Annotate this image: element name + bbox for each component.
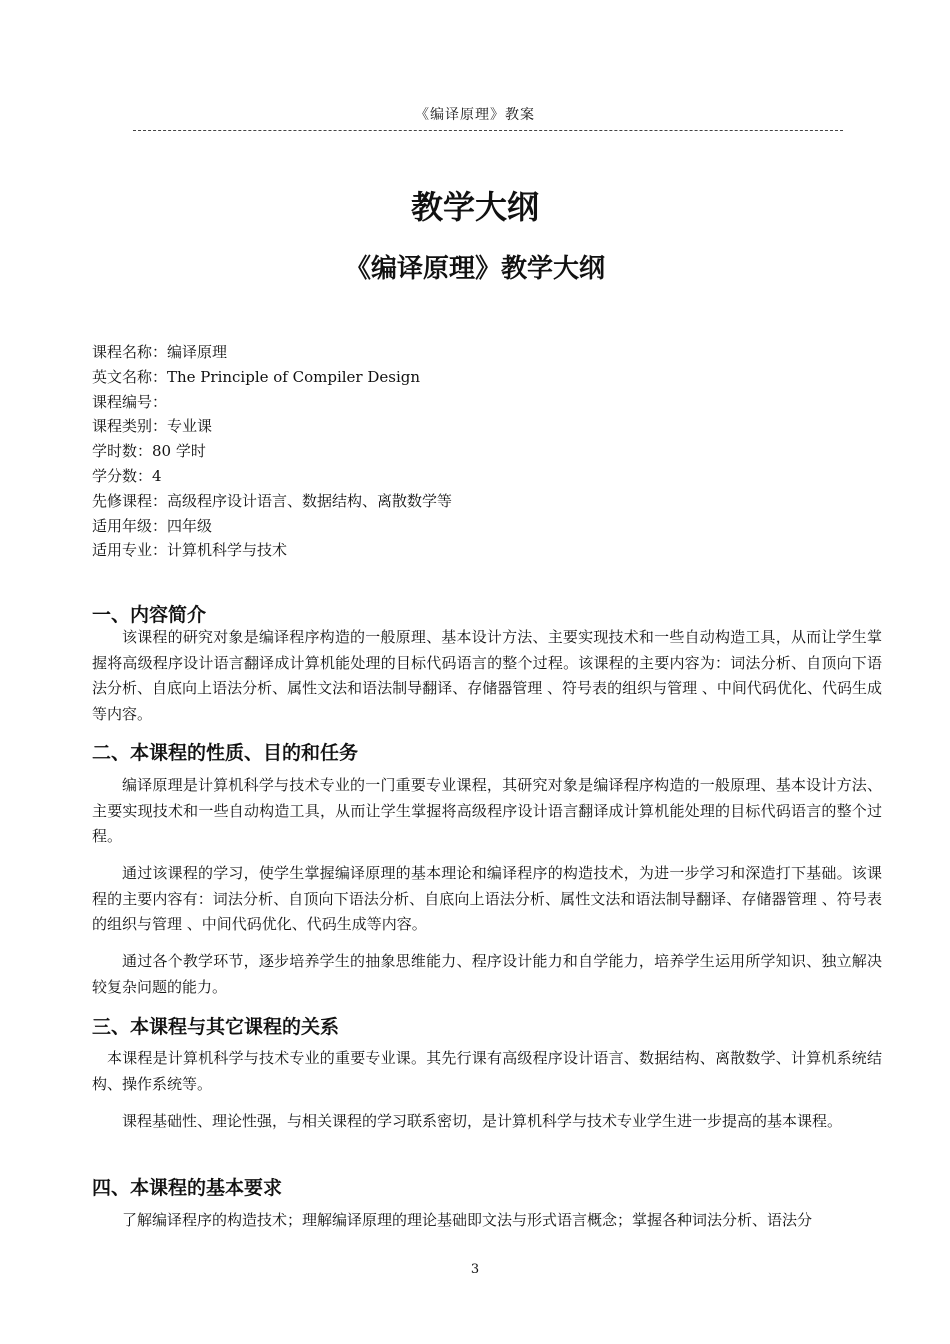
- paragraph-requirements: 了解编译程序的构造技术；理解编译原理的理论基础即文法与形式语言概念；掌握各种词法分析、语法分: [122, 1211, 813, 1229]
- paragraph-relation-2: 课程基础性、理论性强，与相关课程的学习联系密切，是计算机科学与技术专业学生进一步提高的基本课程。: [122, 1112, 843, 1130]
- paragraph-nature-2: 通过该课程的学习，使学生掌握编译原理的基本理论和编译程序的构造技术，为进一步学习和深造打下基础。该课程的主要内容有：词法分析、自顶向下语法分析、自底向上语法分析、属性文法和语法制导翻译、存储器管理 、符号表的组织与管理 、中间代码优化、代码生成等内容。: [92, 864, 882, 933]
- document-subtitle: 《编译原理》教学大纲: [344, 254, 605, 284]
- page-number: 3: [470, 1262, 480, 1277]
- paragraph-nature-1: 编译原理是计算机科学与技术专业的一门重要专业课程，其研究对象是编译程序构造的一般原理、基本设计方法、主要实现技术和一些自动构造工具，从而让学生掌握将高级程序设计语言翻译成计算机能处理的目标代码语言的整个过程。: [92, 776, 882, 845]
- paragraph-intro: 该课程的研究对象是编译程序构造的一般原理、基本设计方法、主要实现技术和一些自动构造工具，从而让学生掌握将高级程序设计语言翻译成计算机能处理的目标代码语言的整个过程。该课程的主要内容为：词法分析、自顶向下语法分析、自底向上语法分析、属性文法和语法制导翻译、存储器管理 、符号表的组织与管理 、中间代码优化、代码生成等内容。: [92, 628, 882, 723]
- course-info: [92, 340, 452, 563]
- info-course-type: 课程类别：专业课: [92, 417, 213, 436]
- info-english-name: 英文名称：The Principle of Compiler Design: [92, 367, 421, 386]
- section-heading-relation: 三、本课程与其它课程的关系: [92, 1016, 340, 1038]
- info-course-code: 课程编号：: [92, 392, 168, 411]
- section-heading-intro: 一、内容简介: [92, 604, 207, 626]
- header-divider: [133, 130, 843, 131]
- document-title: 教学大纲: [410, 188, 539, 226]
- paragraph-relation-1: 本课程是计算机科学与技术专业的重要专业课。其先行课有高级程序设计语言、数据结构、离散数学、计算机系统结构、操作系统等。: [92, 1049, 882, 1093]
- info-course-name: 课程名称：编译原理: [92, 343, 228, 361]
- section-heading-requirements: 四、本课程的基本要求: [92, 1177, 283, 1199]
- section-heading-nature: 二、本课程的性质、目的和任务: [92, 742, 359, 764]
- info-hours: 学时数：80 学时: [92, 442, 206, 461]
- page-header: 《编译原理》教案: [415, 107, 535, 123]
- info-major: 适用专业：计算机科学与技术: [92, 541, 288, 560]
- paragraph-nature-3: 通过各个教学环节，逐步培养学生的抽象思维能力、程序设计能力和自学能力，培养学生运用所学知识、独立解决较复杂问题的能力。: [92, 952, 882, 996]
- info-grade: 适用年级：四年级: [92, 516, 213, 535]
- info-prerequisites: 先修课程：高级程序设计语言、数据结构、离散数学等: [92, 491, 453, 510]
- info-credits: 学分数：4: [92, 466, 162, 485]
